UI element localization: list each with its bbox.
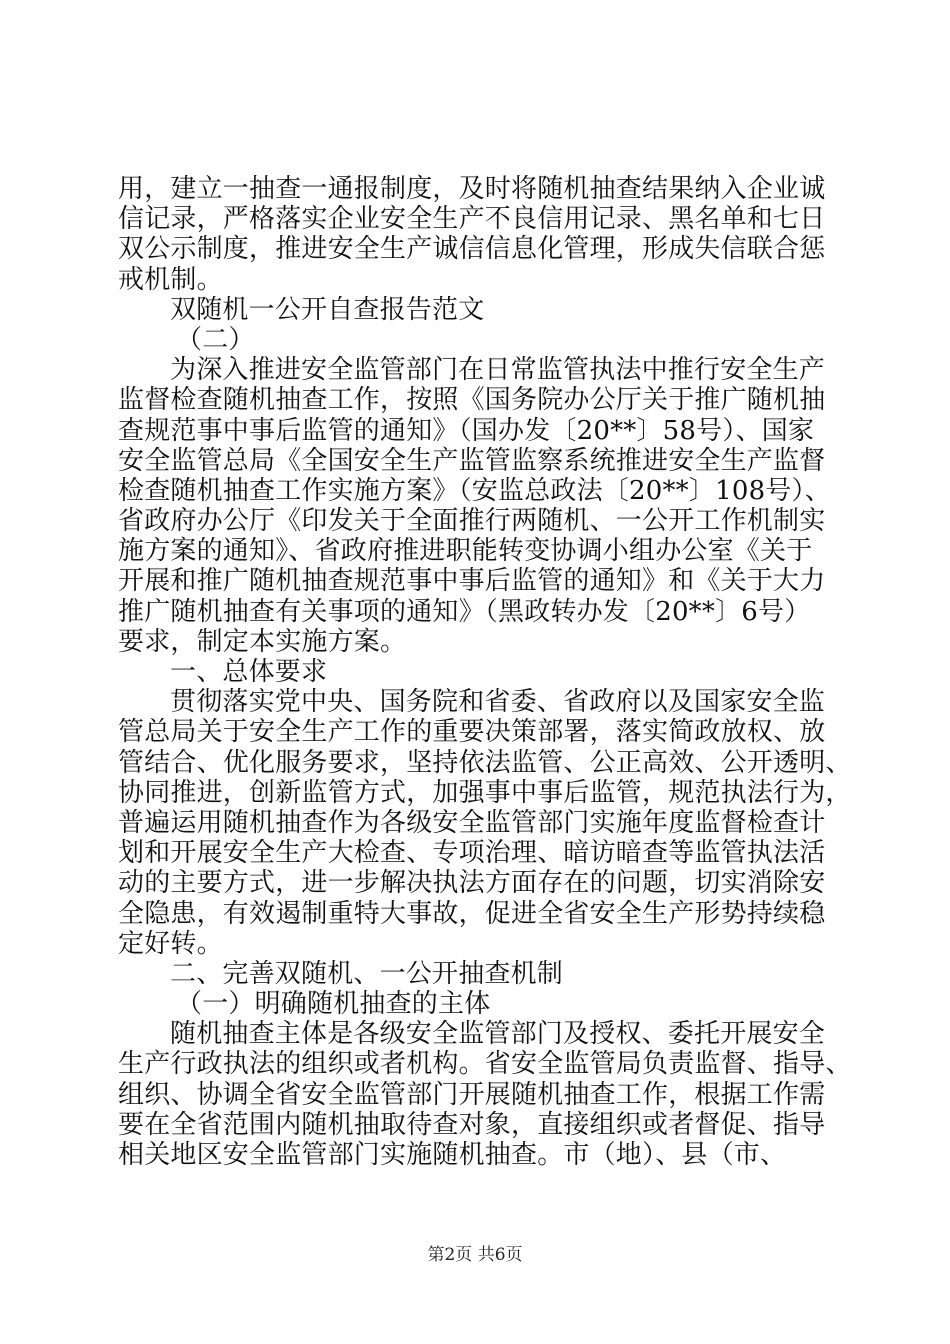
text-line: 生产行政执法的组织或者机构。省安全监管局负责监督、指导、: [118, 1049, 852, 1080]
text-line: 双公示制度，推进安全生产诚信信息化管理，形成失信联合惩: [118, 234, 826, 265]
text-line: 动的主要方式，进一步解决执法方面存在的问题，切实消除安: [118, 868, 826, 899]
text-line: 监督检查随机抽查工作，按照《国务院办公厅关于推广随机抽: [118, 385, 826, 416]
text-line: 查规范事中事后监管的通知》（国办发〔20**〕58号）、国家: [118, 415, 815, 446]
text-line: 普遍运用随机抽查作为各级安全监管部门实施年度监督检查计: [118, 807, 826, 838]
text-line: 要求，制定本实施方案。: [118, 626, 407, 657]
text-line: 信记录，严格落实企业安全生产不良信用记录、黑名单和七日: [118, 204, 826, 235]
text-line: 施方案的通知》、省政府推进职能转变协调小组办公室《关于: [118, 536, 813, 567]
text-line: 二、完善双随机、一公开抽查机制: [170, 958, 564, 989]
text-line: 定好转。: [118, 928, 223, 959]
text-line: 管结合、优化服务要求，坚持依法监管、公正高效、公开透明、: [118, 747, 852, 778]
text-line: 贯彻落实党中央、国务院和省委、省政府以及国家安全监: [170, 687, 826, 718]
text-line: （一）明确随机抽查的主体: [176, 989, 491, 1020]
text-line: 开展和推广随机抽查规范事中事后监管的通知》和《关于大力: [118, 566, 826, 597]
text-line: 划和开展安全生产大检查、专项治理、暗访暗查等监管执法活: [118, 838, 826, 869]
text-line: 为深入推进安全监管部门在日常监管执法中推行安全生产: [170, 355, 826, 386]
document-body: [118, 174, 852, 1170]
text-line: 组织、协调全省安全监管部门开展随机抽查工作，根据工作需: [118, 1079, 826, 1110]
text-line: 一、总体要求: [170, 657, 328, 687]
text-line: 检查随机抽查工作实施方案》（安监总政法〔20**〕108号）、: [118, 475, 831, 506]
text-line: 双随机一公开自查报告范文: [170, 294, 485, 325]
text-line: 相关地区安全监管部门实施随机抽查。市（地）、县（市、: [118, 1140, 787, 1170]
text-line: 用，建立一抽查一通报制度，及时将随机抽查结果纳入企业诚: [118, 174, 826, 204]
page-footer: 第2页 共6页: [427, 1245, 523, 1265]
text-line: 协同推进，创新监管方式，加强事中事后监管，规范执法行为，: [118, 777, 852, 808]
text-line: 安全监管总局《全国安全生产监管监察系统推进安全生产监督: [118, 445, 826, 476]
text-line: （二）: [176, 324, 255, 355]
text-line: 随机抽查主体是各级安全监管部门及授权、委托开展安全: [170, 1019, 826, 1050]
text-line: 推广随机抽查有关事项的通知》（黑政转办发〔20**〕6号）: [118, 596, 811, 627]
text-line: 全隐患，有效遏制重特大事故，促进全省安全生产形势持续稳: [118, 898, 826, 929]
text-line: 管总局关于安全生产工作的重要决策部署，落实简政放权、放: [118, 717, 826, 748]
text-line: 省政府办公厅《印发关于全面推行两随机、一公开工作机制实: [118, 506, 826, 537]
text-line: 要在全省范围内随机抽取待查对象，直接组织或者督促、指导: [118, 1109, 826, 1140]
text-line: 戒机制。: [118, 264, 223, 295]
